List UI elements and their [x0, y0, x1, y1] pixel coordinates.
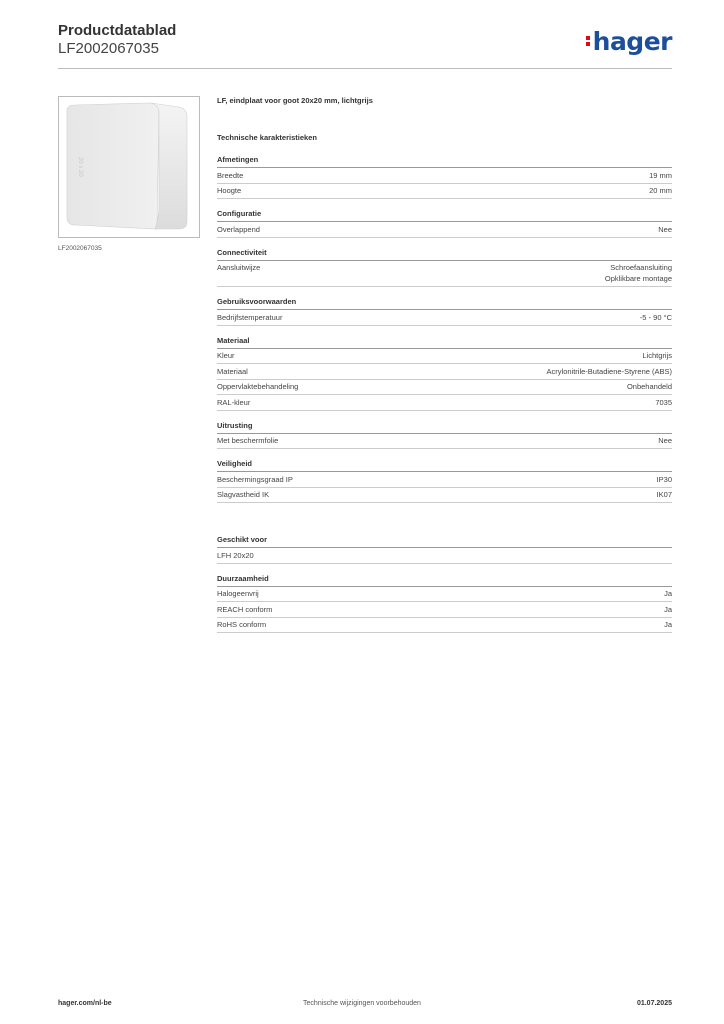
spec-row [217, 261, 672, 288]
spec-row [217, 602, 672, 618]
spec-row [217, 472, 672, 488]
section-gebruiksvoorwaarden [217, 297, 672, 326]
spec-label: Bedrijfstemperatuur [217, 312, 283, 322]
spec-value [657, 474, 672, 485]
header-divider [58, 68, 672, 69]
spec-label: Kleur [217, 351, 235, 360]
spec-value-line: 7035 [655, 397, 672, 407]
section-title: Veiligheid [217, 459, 672, 472]
spec-label: RoHS conform [217, 620, 267, 629]
section-title: Materiaal [217, 336, 672, 349]
spec-value-line: Schroefaansluiting [610, 263, 672, 272]
spec-value [640, 312, 672, 323]
spec-value-line: Nee [658, 224, 672, 234]
spec-value [649, 185, 672, 196]
section-title: Duurzaamheid [217, 574, 672, 587]
spec-label: RAL-kleur [217, 397, 251, 407]
spec-label: Breedte [217, 170, 244, 180]
section-title: Connectiviteit [217, 248, 672, 261]
svg-text:20 x 20: 20 x 20 [77, 157, 83, 177]
spec-label: Overlappend [217, 224, 260, 234]
spec-value [649, 170, 672, 181]
footer-date: 01.07.2025 [636, 1000, 672, 1007]
spec-row [217, 364, 672, 380]
image-caption: LF2002067035 [58, 245, 102, 252]
spec-row [217, 380, 672, 396]
spec-value: Ja [664, 620, 672, 629]
spec-row [217, 310, 672, 326]
section-uitrusting [217, 421, 672, 450]
spec-label: REACH conform [217, 604, 273, 614]
section-configuratie [217, 209, 672, 238]
footer-notice: Technische wijzigingen voorbehouden [303, 1000, 421, 1007]
spec-row [217, 618, 672, 634]
spec-value-line: Onbehandeld [626, 382, 672, 391]
spec-row [217, 548, 672, 564]
spec-content [217, 96, 672, 643]
hager-logo[interactable] [586, 27, 672, 56]
spec-sections [217, 155, 672, 503]
spec-row [217, 222, 672, 238]
spec-label: Halogeenvrij [217, 589, 259, 598]
spec-value [605, 262, 672, 284]
spec-row [217, 184, 672, 200]
spec-row [217, 395, 672, 411]
document-title: Productdatablad [58, 22, 177, 39]
spec-value-line: Opklikbare montage [604, 274, 672, 283]
section-veiligheid [217, 459, 672, 503]
spec-value [658, 435, 672, 446]
section-suitable [217, 535, 672, 564]
spec-value-line: Lichtgrijs [642, 351, 672, 360]
spec-label: Materiaal [217, 366, 248, 376]
section-sustainability [217, 574, 672, 634]
section-title: Gebruiksvoorwaarden [217, 297, 672, 310]
spec-label: LFH 20x20 [217, 550, 254, 560]
section-materiaal [217, 336, 672, 411]
spec-label: Slagvastheid IK [217, 490, 270, 499]
spec-value-line: Acrylonitrile-Butadiene-Styrene (ABS) [546, 366, 672, 376]
spec-row [217, 488, 672, 504]
spec-value-line: IP30 [656, 474, 672, 484]
product-code: LF2002067035 [58, 40, 159, 57]
spec-row [217, 434, 672, 450]
spec-value [547, 366, 672, 377]
spec-value-line: -5 - 90 °C [639, 312, 672, 322]
tech-heading: Technische karakteristieken [217, 133, 317, 142]
spec-value-line: Nee [658, 436, 672, 445]
spec-value: Ja [664, 589, 672, 598]
section-afmetingen [217, 155, 672, 199]
footer-website-link[interactable]: hager.com/nl-be [58, 1000, 112, 1007]
spec-label: Hoogte [217, 186, 242, 195]
section-title: Geschikt voor [217, 535, 672, 548]
spec-value-line: 19 mm [649, 170, 672, 180]
spec-value: Ja [664, 604, 672, 614]
spec-value [657, 489, 672, 500]
logo-dots-icon [586, 34, 591, 48]
product-title: LF, eindplaat voor goot 20x20 mm, lichtgrijs [217, 96, 373, 105]
section-title: Afmetingen [217, 155, 672, 168]
spec-value [642, 350, 672, 361]
product-photo-icon [59, 97, 199, 237]
spec-value [658, 224, 672, 235]
spec-row [217, 587, 672, 603]
spec-label: Oppervlaktebehandeling [217, 382, 299, 391]
section-title: Uitrusting [217, 421, 672, 434]
section-connectiviteit [217, 248, 672, 288]
spec-label: Aansluitwijze [217, 263, 261, 272]
section-title: Configuratie [217, 209, 672, 222]
spec-value [627, 381, 672, 392]
logo-text: hager [592, 27, 672, 56]
spec-value-line: 20 mm [649, 186, 672, 195]
product-image [58, 96, 200, 238]
spec-row [217, 349, 672, 365]
spec-value-line: IK07 [656, 490, 672, 499]
spec-label: Met beschermfolie [217, 436, 279, 445]
spec-value [655, 397, 672, 408]
spec-row [217, 168, 672, 184]
spec-label: Beschermingsgraad IP [217, 474, 293, 484]
